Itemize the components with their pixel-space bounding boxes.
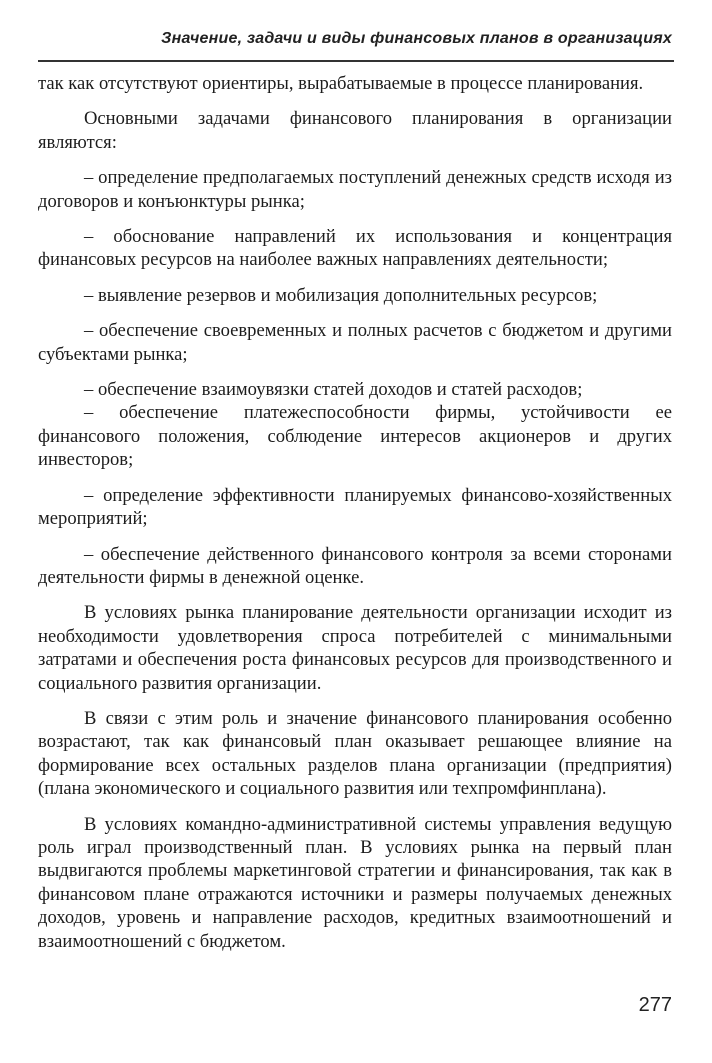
list-item: – обеспечение платежеспособности фирмы, устойчивости ее финансового положения, соблюдение интересов акционеров и других инвесторов; (38, 402, 672, 471)
paragraph-continuation: так как отсутствуют ориентиры, вырабатываемые в процессе планирования. (38, 73, 644, 94)
running-title: Значение, задачи и виды финансовых планов в организациях (161, 30, 672, 47)
paragraph-tasks-intro: Основными задачами финансового планирования в организации являются: (38, 108, 672, 153)
paragraph: В условиях командно-административной системы управления ведущую роль играл производственный план. В условиях рынка на первый план выдвигаются проблемы маркетинговой стратегии и финансирования, так как в финансовом плане отражаются источники и размеры получаемых денежных доходов, уровень и направление расходов, кредитных взаимоотношений и взаимоотношений с бюджетом. (38, 813, 672, 952)
list-item: – определение предполагаемых поступлений денежных средств исходя из договоров и конъюнктуры рынка; (38, 167, 672, 212)
page-number: 277 (638, 994, 672, 1016)
list-item: – обоснование направлений их использования и концентрация финансовых ресурсов на наиболее важных направлениях деятельности; (38, 226, 672, 271)
list-item: – обеспечение своевременных и полных расчетов с бюджетом и другими субъектами рынка; (38, 320, 672, 365)
header-rule (38, 60, 674, 62)
list-item: – выявление резервов и мобилизация дополнительных ресурсов; (84, 284, 598, 306)
list-item: – обеспечение взаимоувязки статей доходов и статей расходов; (84, 379, 583, 401)
body-text (38, 72, 672, 953)
paragraph: В условиях рынка планирование деятельности организации исходит из необходимости удовлетворения спроса потребителей с минимальными затратами и обеспечения роста финансовых ресурсов для производственного и социального развития организации. (38, 602, 672, 694)
list-item: – определение эффективности планируемых финансово-хозяйственных мероприятий; (38, 484, 672, 530)
paragraph: В связи с этим роль и значение финансового планирования особенно возрастают, так как финансовый план оказывает решающее влияние на формирование всех остальных разделов плана организации (предприятия) (плана экономического и социального развития или техпромфинплана). (38, 707, 672, 800)
list-item: – обеспечение действенного финансового контроля за всеми сторонами деятельности фирмы в денежной оценке. (38, 543, 672, 588)
